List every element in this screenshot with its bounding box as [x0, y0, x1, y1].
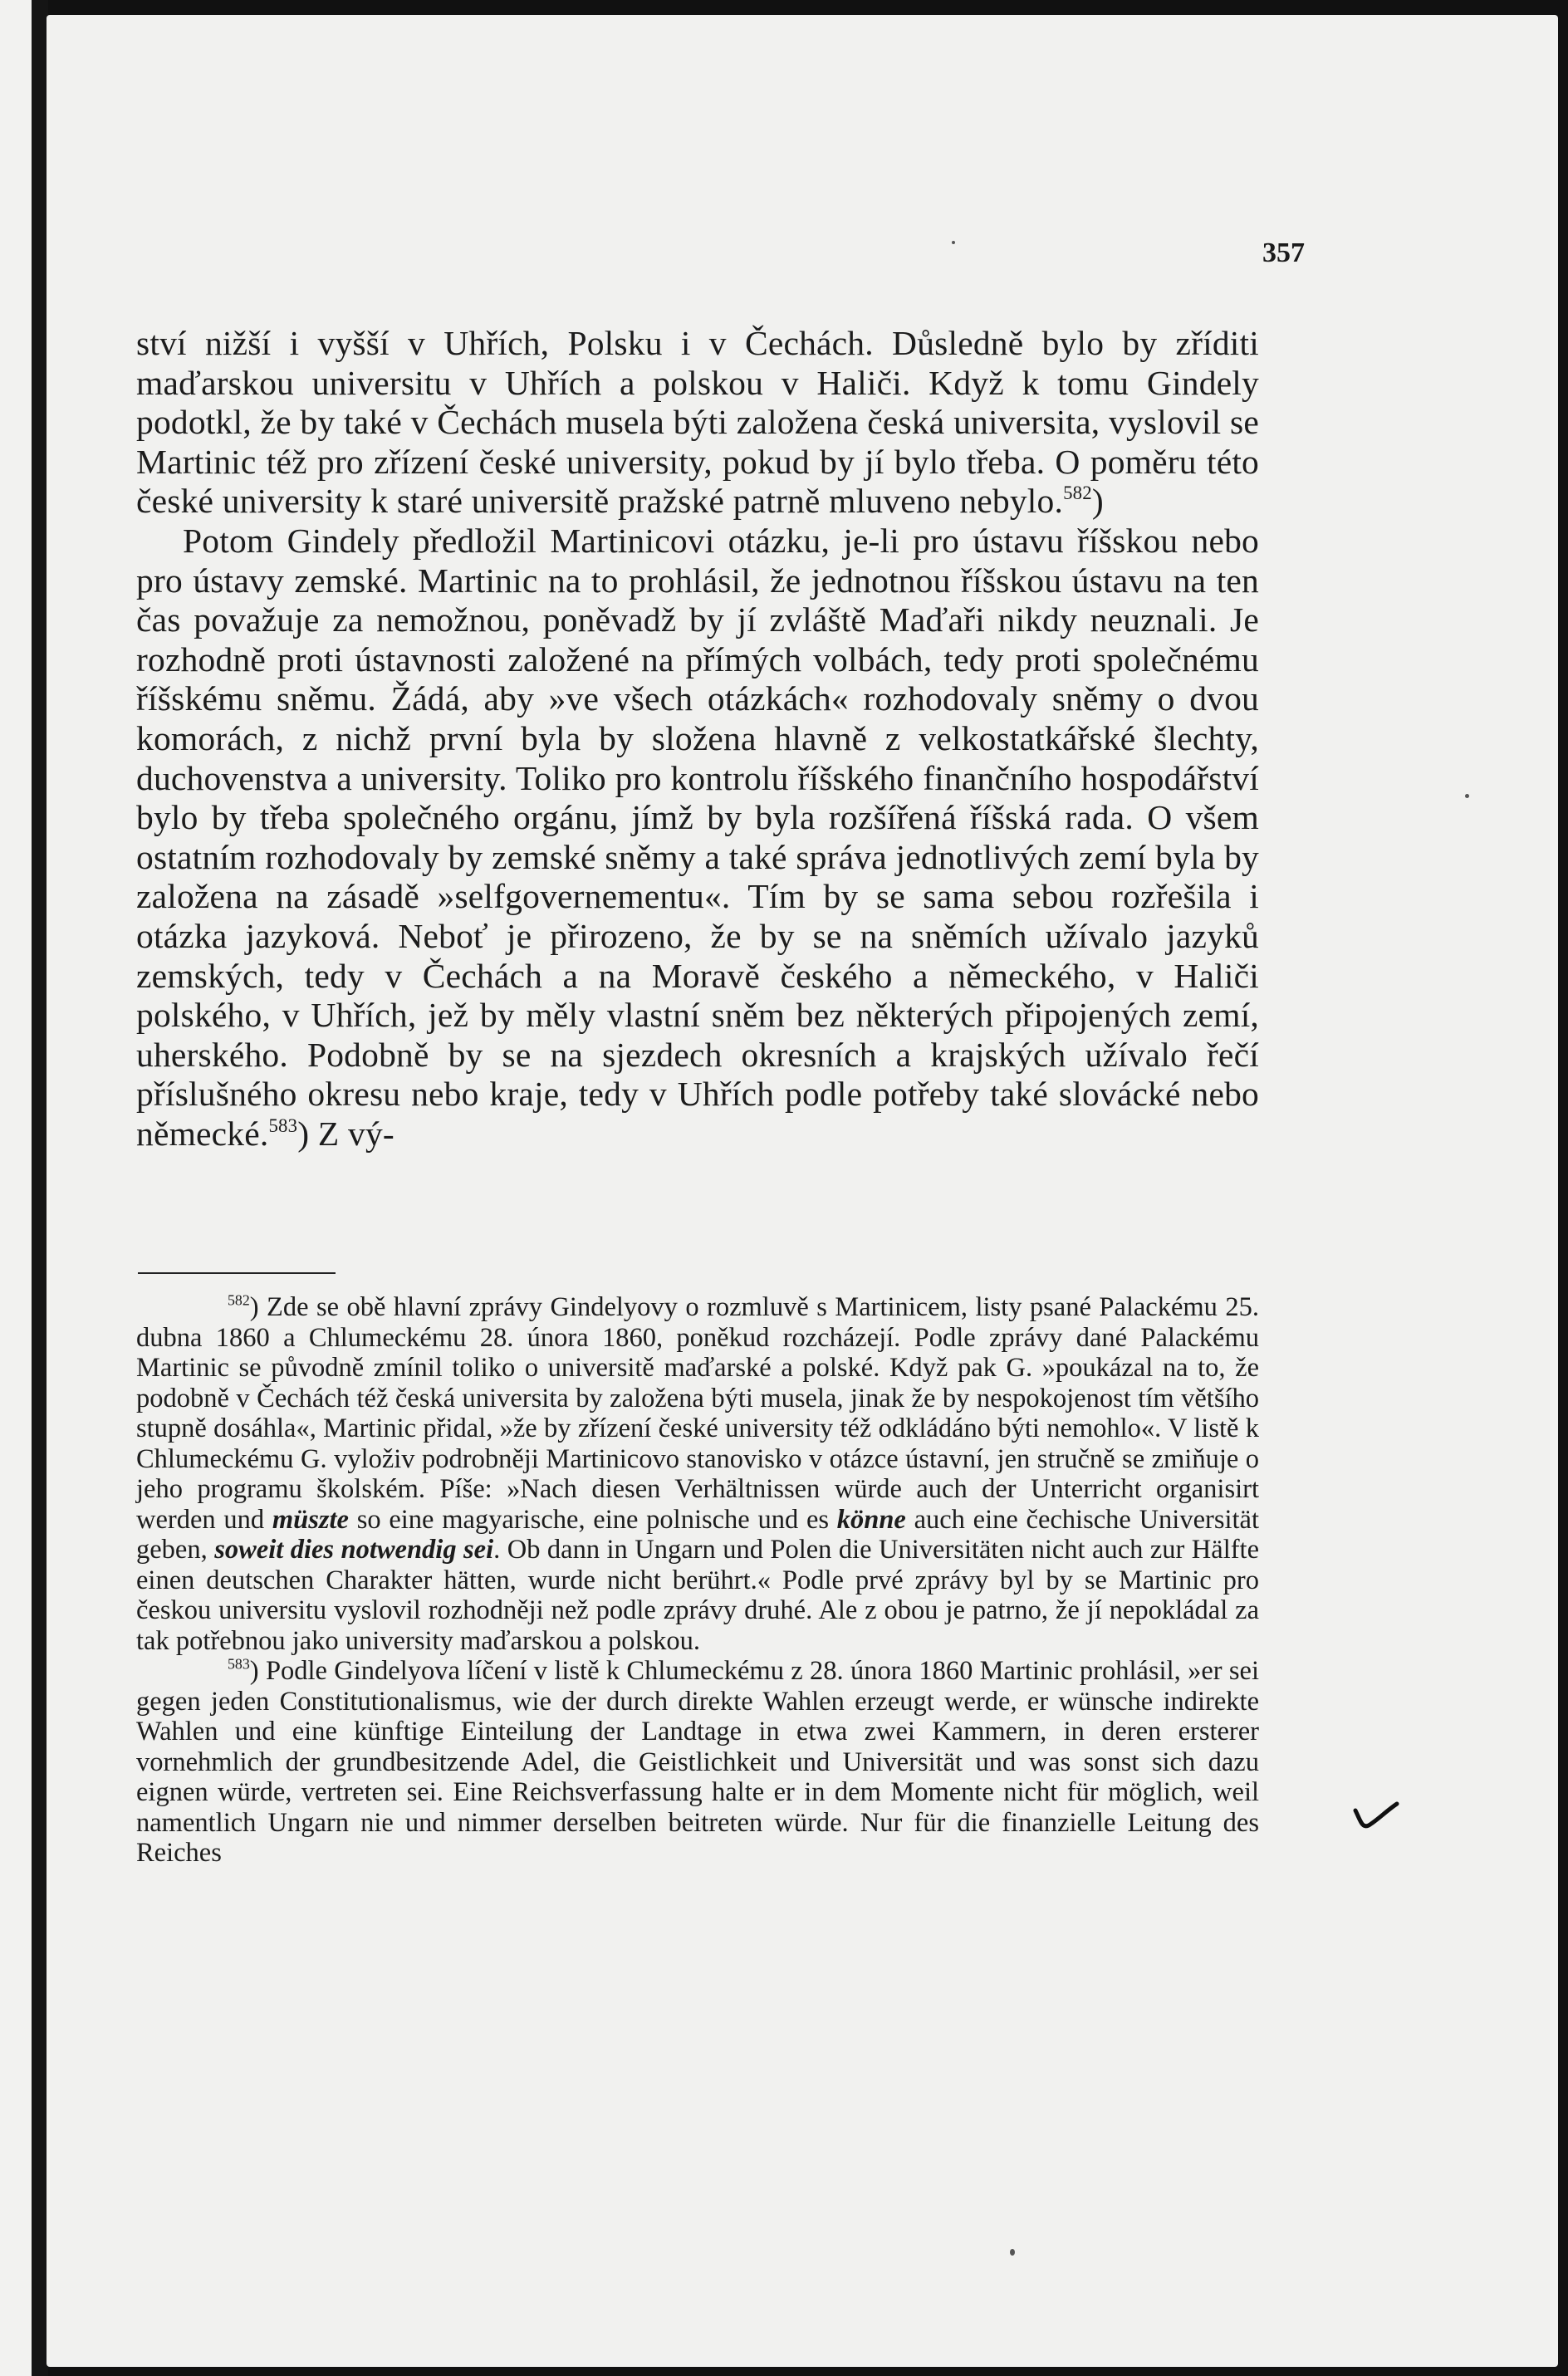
- body-paragraph-2: Potom Gindely předložil Martinicovi otázku, je-li pro ústavu říšskou nebo pro ústavy zemské. Martinic na to prohlásil, že jednotnou říšskou ústavu na ten čas považuje za nemožnou, poněvadž by jí zvláště Maďaři nikdy neuznali. Je rozhodně proti ústavnosti založené na přímých volbách, tedy proti společnému říšskému sněmu. Žádá, aby »ve všech otázkách« rozhodovaly sněmy o dvou komorách, z nichž první byla by složena hlavně z velkostatkářské šlechty, duchovenstva a university. Toliko pro kontrolu říšského finančního hospodářství bylo by třeba společného orgánu, jímž by byla rozšířená říšská rada. O všem ostatním rozhodovaly by zemské sněmy a také správa jednotlivých zemí byla by založena na zásadě »selfgovernementu«. Tím by se sama sebou rozřešila i otázka jazyková. Neboť je přirozeno, že by se na sněmích užívalo jazyků zemských, tedy v Čechách a na Moravě českého a německého, v Haliči polského, v Uhřích, jež by měly vlastní sněm bez některých připojených zemí, uherského. Podobně by se na sjezdech okresních a krajských užívalo řečí příslušného okresu nebo kraje, tedy v Uhřích podle potřeby také slovácké nebo německé.$^{583}$) Z vý-: [136, 521, 1259, 1153]
- scan-speck: [952, 241, 955, 244]
- pencil-checkmark-icon: [1352, 1799, 1402, 1832]
- footnote-separator: [138, 1272, 336, 1274]
- page-number: 357: [1262, 238, 1305, 268]
- footnote-ref-582: 582: [1063, 483, 1092, 504]
- adjacent-page-edge: [0, 0, 33, 2376]
- footnote-marker: 582: [228, 1291, 250, 1309]
- footnote-582: $^{582}$) Zde se obě hlavní zprávy Gindelyovy o rozmluvě s Martinicem, listy psané Palackému 25. dubna 1860 a Chlumeckému 28. února 1860, poněkud rozcházejí. Podle zprávy dané Palackému Martinic se původně zmínil toliko o universitě maďarské a polské. Když pak G. »poukázal na to, že podobně v Čechách též česká universita by založena býti musela, jinak že by nespokojenost tím většího stupně dosáhla«, Martinic přidal, »že by zřízení české university též odkládáno býti nemohlo«. V listě k Chlumeckému G. vyloživ podrobněji Martinicovo stanovisko v otázce ústavní, jen stručně se zmiňuje o jeho programu školském. Píše: »Nach diesen Verhältnissen würde auch der Unterricht organisirt werden und müszte so eine magyarische, eine polnische und es könne auch eine čechische Universität geben, soweit dies notwendig sei. Ob dann in Ungarn und Polen die Universitäten nicht auch zur Hälfte einen deutschen Charakter hätten, wurde nicht berührt.« Podle prvé zprávy byl by se Martinic pro českou universitu vyslovil rozhodněji než podle zprávy druhé. Ale z obou je patrno, že jí nepokládal za tak potřebnou jako university maďarskou a polskou.: [136, 1291, 1259, 1656]
- footnotes: [136, 1292, 1259, 1869]
- scan-speck: [1010, 2249, 1015, 2256]
- book-page: [47, 15, 1558, 2367]
- body-paragraph-1: ství nižší i vyšší v Uhřích, Polsku i v Čechách. Důsledně bylo by zříditi maďarskou universitu v Uhřích a polskou v Haliči. Když k tomu Gindely podotkl, že by také v Čechách musela býti založena česká universita, vyslovil se Martinic též pro zřízení české university, pokud by jí bylo třeba. O poměru této české university k staré universitě pražské patrně mluveno nebylo.$^{582}$): [136, 324, 1259, 521]
- footnote-ref-583: 583: [268, 1115, 298, 1136]
- body-text: [136, 324, 1259, 1154]
- footnote-583: $^{583}$) Podle Gindelyova líčení v listě k Chlumeckému z 28. února 1860 Martinic prohlásil, »er sei gegen jeden Constitutionalismus, wie der durch direkte Wahlen erzeugt werde, er wünsche indirekte Wahlen und eine künftige Einteilung der Landtage in etwa zwei Kammern, in deren ersterer vornehmlich der grundbesitzende Adel, die Geistlichkeit und Universität und was sonst sich dazu eignen würde, vertreten sei. Eine Reichsverfassung halte er in dem Momente nicht für möglich, weil namentlich Ungarn nie und nimmer derselben beitreten würde. Nur für die finanzielle Leitung des Reiches: [136, 1655, 1259, 1868]
- scan-speck: [1465, 794, 1469, 798]
- footnote-marker: 583: [228, 1655, 250, 1673]
- gutter-shadow: [32, 0, 48, 2376]
